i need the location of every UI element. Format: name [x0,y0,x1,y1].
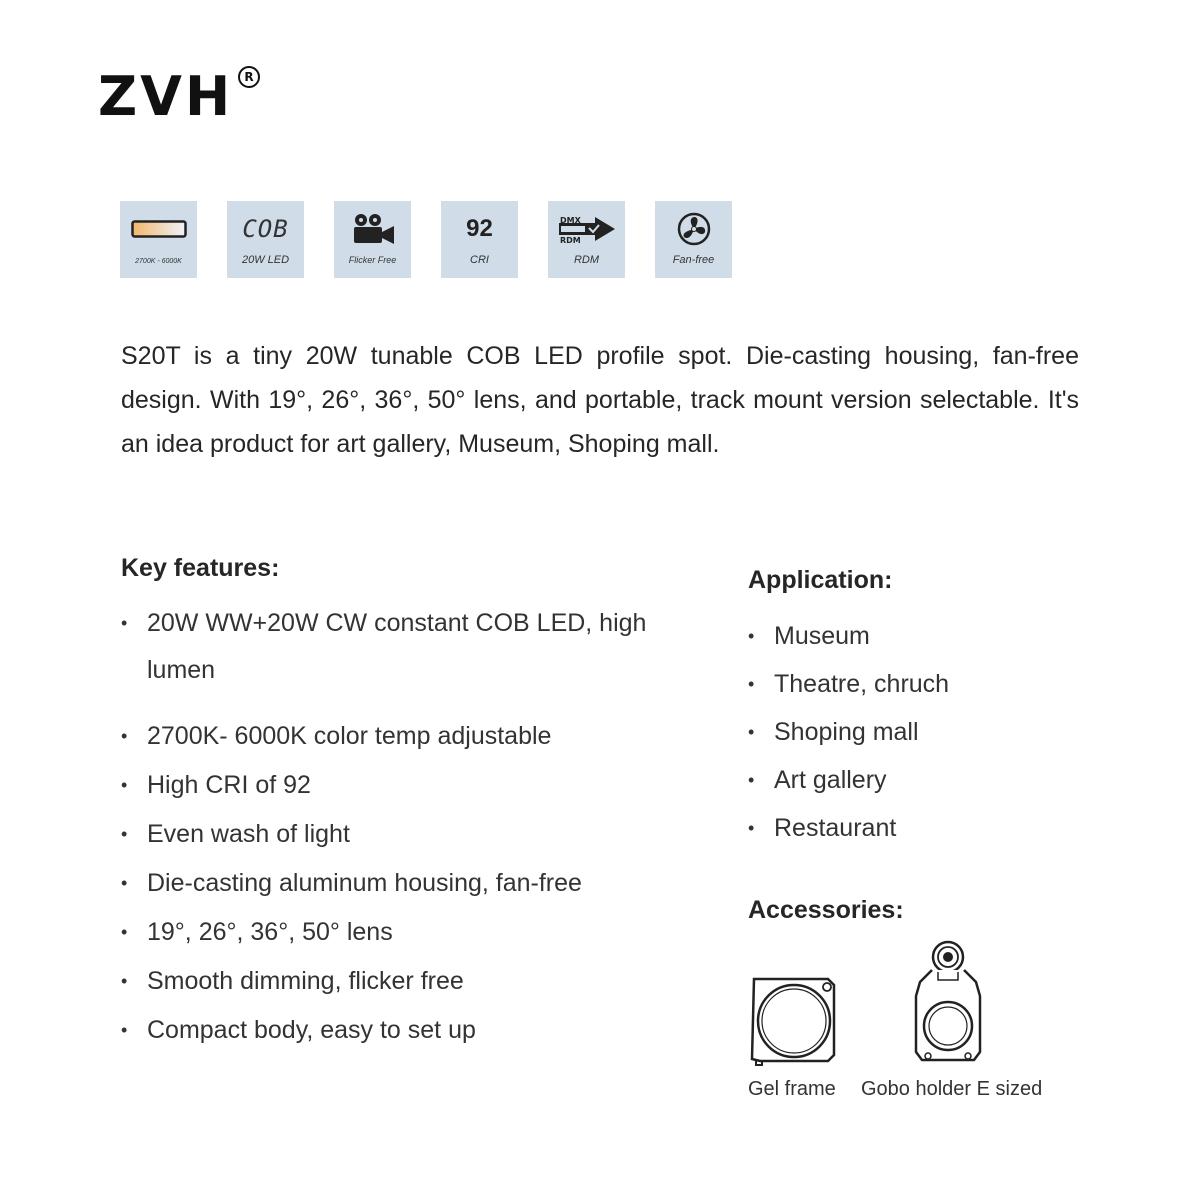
list-item: • 19°, 26°, 36°, 50° lens [121,908,681,957]
list-item: • 20W WW+20W CW constant COB LED, high lumen [121,600,681,694]
brand-logo [98,65,254,128]
list-item: • High CRI of 92 [121,761,681,810]
key-features-title: Key features: [121,554,280,582]
application-title: Application: [748,566,893,594]
list-item: • Smooth dimming, flicker free [121,957,681,1006]
badge-label: Fan-free [672,254,715,266]
badge-rdm [548,201,625,278]
list-item: • Art gallery [748,756,1128,804]
brand-name: ZVH [98,65,234,128]
badge-flicker-free [334,201,411,278]
key-features-list [121,600,681,1055]
badge-label: 2700K - 6000K [135,258,182,265]
product-description: S20T is a tiny 20W tunable COB LED profile spot. Die-casting housing, fan-free design. With 19°, 26°, 36°, 50° lens, and portable, track mount version selectable. It's an idea product for art gallery, Museum, Shoping mall. [121,342,1079,458]
accessory-label-gobo-holder: Gobo holder E sized [861,1078,1043,1100]
list-item: • Shoping mall [748,708,1128,756]
badge-cob-led [227,201,304,278]
badge-label: RDM [573,254,600,266]
badge-label: CRI [470,254,489,266]
list-item: • Compact body, easy to set up [121,1006,681,1055]
application-list [748,612,1128,852]
cob-text-icon: COB [242,215,289,243]
accessory-label-gel-frame: Gel frame [748,1078,836,1100]
list-item: • Theatre, chruch [748,660,1128,708]
badge-cri [441,201,518,278]
cri-number-icon: 92 [466,215,493,242]
badge-color-temp [120,201,197,278]
list-item: • Die-casting aluminum housing, fan-free [121,859,681,908]
dmx-rdm-icon [548,211,625,247]
registered-mark: R [238,66,260,88]
fan-icon [655,211,732,247]
list-item: • Even wash of light [121,810,681,859]
gel-frame-icon [748,975,840,1072]
list-item: • Restaurant [748,804,1128,852]
list-item: • 2700K- 6000K color temp adjustable [121,712,681,761]
video-camera-icon [334,211,411,247]
badge-label: Flicker Free [348,255,397,265]
svg-text:RDM: RDM [559,236,581,244]
badge-fan-free [655,201,732,278]
color-temp-bar-icon [120,211,197,247]
list-item: • Museum [748,612,1128,660]
badge-label: 20W LED [241,254,290,266]
gobo-holder-icon [910,940,986,1075]
accessories-title: Accessories: [748,896,904,924]
svg-text:DMX: DMX [559,216,581,225]
